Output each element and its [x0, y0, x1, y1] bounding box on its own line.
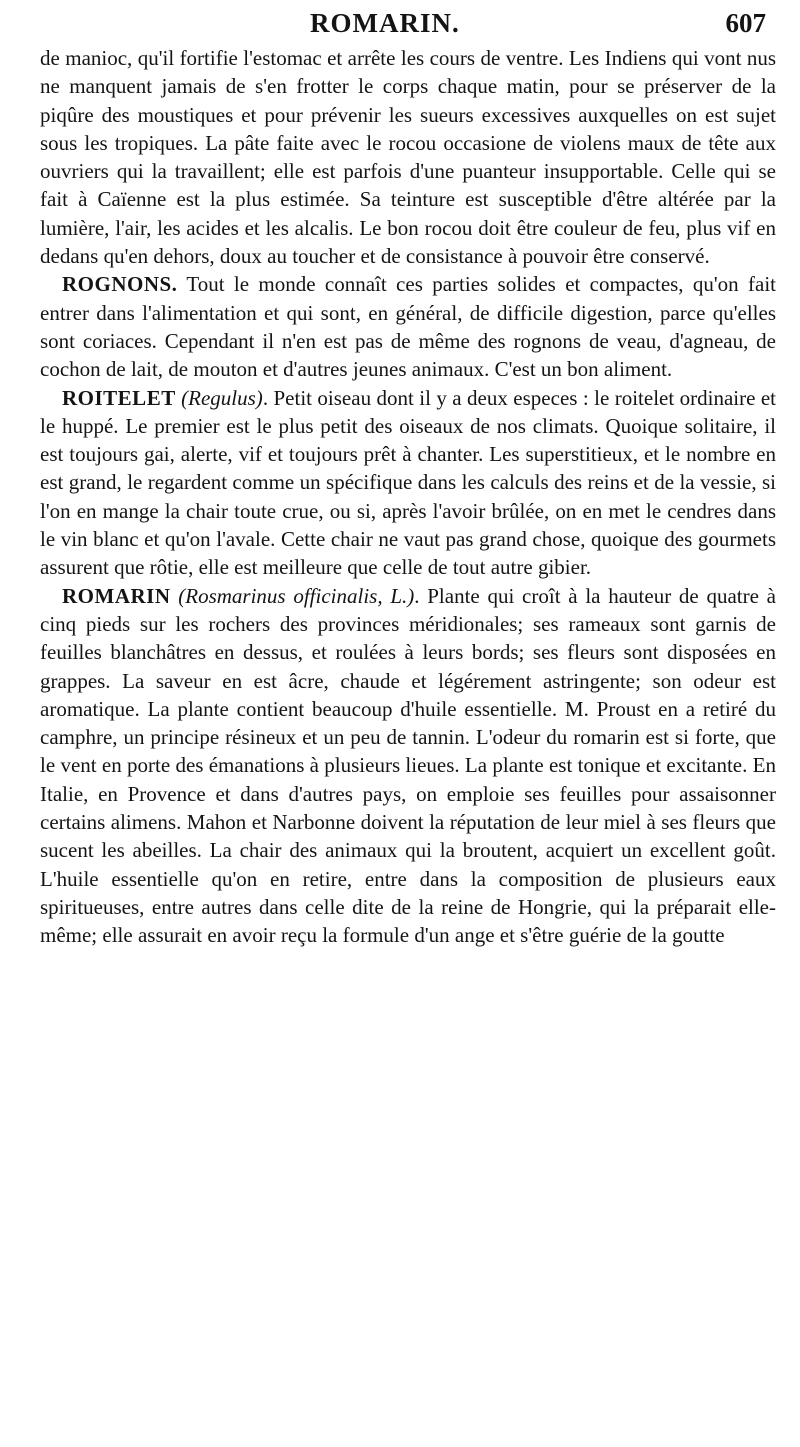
latin-name: (Regulus): [181, 385, 263, 410]
page-number: 607: [725, 8, 766, 38]
entry-text: . Petit oiseau dont il y a deux especes : le roitelet ordinaire et le huppé. Le premier est le plus petit des oiseaux de nos climats. Quoique solitaire, il est toujours gai, alerte, vif et toujours prêt à chanter. Les superstitieux, et le nombre en est grand, le regardent comme un spécifique dans les calculs des reins et de la vessie, si l'on en mange la chair toute crue, ou si, après l'avoir brûlée, on en met le cendres dans le vin blanc et qu'on l'avale. Cette chair ne vaut pas grand chose, quoique des gourmets assurent que rôtie, elle est meilleure que celle de tout autre gibier.: [40, 385, 777, 580]
body-text: [40, 44, 776, 950]
headword: ROGNONS.: [62, 272, 178, 297]
paragraph-rocou-continued: [40, 44, 776, 270]
page: [0, 4, 800, 1447]
latin-name: (Rosmarinus officinalis, L.): [178, 583, 415, 608]
entry-rognons: [40, 270, 776, 383]
page-header: [40, 4, 776, 44]
entry-romarin: [40, 582, 776, 950]
headword: ROITELET: [62, 385, 176, 410]
entry-text: . Plante qui croît à la hauteur de quatre à cinq pieds sur les rochers des provinces méridionales; ses rameaux sont garnis de feuilles blanchâtres en dessus, et roulées à leurs bords; ses fleurs sont disposées en grappes. La saveur en est âcre, chaude et légérement astringente; son odeur est aromatique. La plante contient beaucoup d'huile essentielle. M. Proust en a retiré du camphre, un principe résineux et un peu de tannin. L'odeur du romarin est si forte, que le vent en porte des émanations à plusieurs lieues. La plante est tonique et excitante. En Italie, en Provence et dans d'autres pays, on emploie ses feuilles pour assaisonner certains alimens. Mahon et Narbonne doivent la réputation de leur miel à ses fleurs que sucent les abeilles. La chair des animaux qui la broutent, acquiert un excellent goût. L'huile essentielle qu'on en retire, entre dans la composition de plusieurs eaux spiritueuses, entre autres dans celle dite de la reine de Hongrie, qui la préparait elle-même; elle assurait en avoir reçu la formule d'un ange et s'être guérie de la goutte: [40, 583, 777, 948]
paragraph-text: de manioc, qu'il fortifie l'estomac et arrête les cours de ventre. Les Indiens qui vont nus ne manquent jamais de s'en frotter le corps chaque matin, pour se préserver de la piqûre des moustiques et pour prévenir les sueurs excessives auxquelles on est sujet sous les tropiques. La pâte faite avec le rocou occasione de violens maux de tête aux ouvriers qui la travaillent; elle est parfois d'une puanteur insupportable. Celle qui se fait à Caïenne est la plus estimée. Sa teinture est susceptible d'être altérée par la lumière, l'air, les acides et les alcalis. Le bon rocou doit être couleur de feu, plus vif en dedans qu'en dehors, doux au toucher et de consistance à pouvoir être conservé.: [40, 46, 776, 269]
entry-roitelet: [40, 384, 776, 582]
running-title: ROMARIN.: [310, 8, 460, 38]
headword: ROMARIN: [62, 583, 171, 608]
entry-text: Tout le monde connaît ces parties solides et compactes, qu'on fait entrer dans l'alimentation et qui sont, en général, de difficile digestion, parce qu'elles sont coriaces. Cependant il n'en est pas de même des rognons de veau, d'agneau, de cochon de lait, de mouton et d'autres jeunes animaux. C'est un bon aliment.: [40, 272, 776, 382]
